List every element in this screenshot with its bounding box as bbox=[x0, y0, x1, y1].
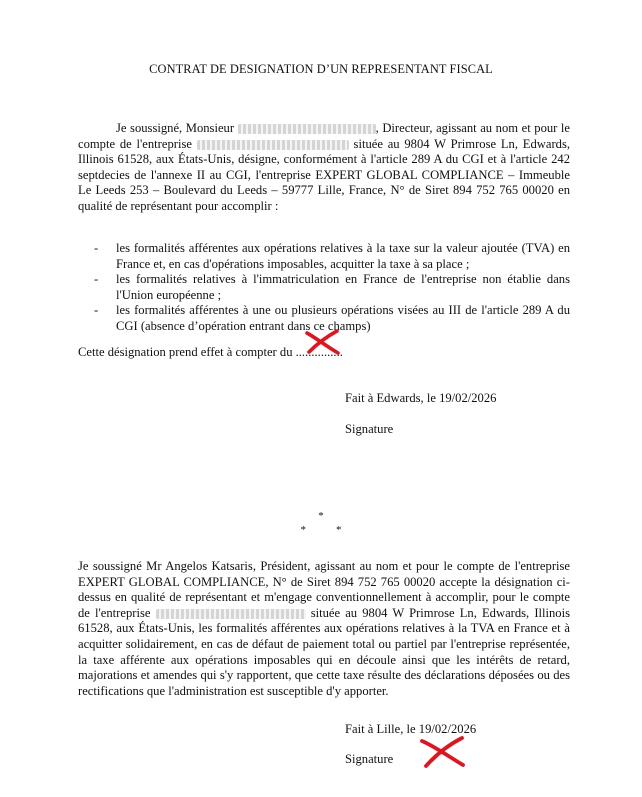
list-item bbox=[94, 272, 570, 303]
acceptance-text-part-1: Je soussigné Mr Angelos Katsaris, Président, agissant au nom et pour le compte de l'entreprise EXPERT GLOBAL COMPLIANCE, N° de Siret 894 752 765 00020 accepte la désignation ci-dessus en qualité de représentant et m'engage conventionnellement à accomplir, pour le compte de l'entreprise bbox=[78, 559, 570, 620]
cross-mark-icon bbox=[418, 735, 468, 769]
designation-text-part-1: Je soussigné, Monsieur bbox=[116, 121, 235, 135]
section-separator bbox=[0, 509, 642, 537]
list-item-text: les formalités relatives à l'immatriculation en France de l'entreprise non établie dans l'Union européenne ; bbox=[116, 272, 570, 302]
cross-mark-icon bbox=[304, 328, 342, 356]
designation-text-part-3: située au 9804 W Primrose Ln, Edwards, Illinois 61528, aux États-Unis, désigne, conformément à l'article 289 A du CGI et à l'article 242 septdecies de l'annexe II au CGI, l'entreprise EXPERT GLOBAL COMPLIANCE – Immeuble Le Leeds 253 – Boulevard du Leeds – 59777 Lille, France, N° de Siret 894 752 765 00020 en qualité de représentant pour accomplir : bbox=[78, 136, 570, 213]
list-dash: - bbox=[94, 241, 99, 255]
redacted-company-name bbox=[156, 609, 306, 619]
signature-label: Signature bbox=[345, 752, 394, 766]
designation-paragraph bbox=[78, 121, 570, 215]
list-dash: - bbox=[94, 272, 99, 287]
separator-star: * bbox=[318, 510, 324, 522]
redacted-company-name bbox=[197, 140, 349, 150]
redacted-name bbox=[238, 124, 376, 134]
signature-label: Signature bbox=[345, 422, 394, 436]
acceptance-paragraph bbox=[78, 559, 570, 699]
list-dash: - bbox=[94, 303, 99, 318]
acceptance-text-part-2: située au 9804 W Primrose Ln, Edwards, Illinois 61528, aux États-Unis, les formalités afférentes aux opérations relatives à la TVA en France et à acquitter solidairement, en cas de défaut de paiement total ou partiel par l'entreprise représentée, la taxe afférente aux opérations imposables qui en découle ainsi que les intérêts de retard, majorations et amendes qui s'y rapportent, que cette taxe résulte des déclarations déposées ou des rectifications que l'administration est susceptible d'y apporter. bbox=[78, 605, 571, 698]
signature-place-date: Fait à Edwards, le 19/02/2026 bbox=[345, 391, 497, 405]
list-item-text: les formalités afférentes à une ou plusieurs opérations visées au III de l'article 289 A du CGI (absence d’opération entrant dans ce champs) bbox=[116, 303, 570, 333]
separator-star: * bbox=[300, 524, 306, 536]
separator-star: * bbox=[336, 524, 342, 536]
list-item-text: les formalités afférentes aux opérations relatives à la taxe sur la valeur ajoutée (TVA) en France et, en cas d'opérations imposables, acquitter la taxe à sa place ; bbox=[116, 241, 570, 271]
document-title: CONTRAT DE DESIGNATION D’UN REPRESENTANT FISCAL bbox=[149, 62, 493, 76]
effective-date-line: Cette désignation prend effet à compter du ............... bbox=[78, 345, 343, 359]
designation-text-part-2: , Directeur, agissant au nom et pour le compte de l'entreprise bbox=[78, 121, 571, 151]
duties-list bbox=[94, 241, 570, 335]
separator-star-row bbox=[0, 523, 642, 537]
signature-place-date: Fait à Lille, le 19/02/2026 bbox=[345, 722, 477, 736]
list-item bbox=[94, 241, 570, 272]
